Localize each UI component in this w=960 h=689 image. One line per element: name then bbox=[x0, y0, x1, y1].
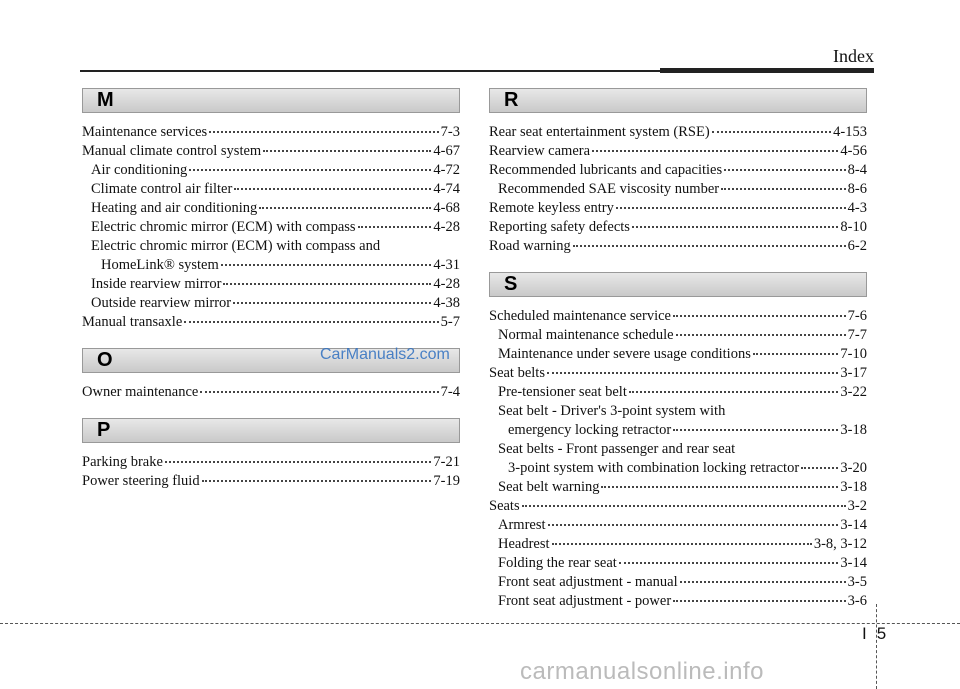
entry-page: 3-20 bbox=[840, 460, 867, 476]
entry-page: 7-3 bbox=[440, 124, 460, 140]
index-entry bbox=[489, 478, 867, 497]
entry-text: Owner maintenance bbox=[82, 384, 199, 400]
entry-text: Remote keyless entry bbox=[489, 200, 614, 216]
right-column bbox=[489, 88, 867, 611]
entry-text: Headrest bbox=[498, 536, 550, 552]
index-entry bbox=[82, 294, 460, 313]
entry-text: Seat belt warning bbox=[498, 479, 600, 495]
entry-page: 4-28 bbox=[433, 276, 460, 292]
section-header-r bbox=[489, 88, 867, 113]
entry-text: Recommended lubricants and capacities bbox=[489, 162, 723, 178]
header-rule-accent bbox=[660, 68, 874, 73]
entry-text: Armrest bbox=[498, 517, 546, 533]
entry-page: 8-6 bbox=[847, 181, 867, 197]
site-watermark: carmanualsonline.info bbox=[520, 658, 764, 685]
index-entry bbox=[489, 573, 867, 592]
entry-page: 7-19 bbox=[433, 473, 460, 489]
index-entry bbox=[489, 497, 867, 516]
entry-page: 3-5 bbox=[847, 574, 867, 590]
index-entry bbox=[82, 218, 460, 237]
entry-text-continued: 3-point system with combination locking retractor bbox=[508, 460, 800, 476]
entry-text: Seats bbox=[489, 498, 520, 514]
index-entry bbox=[489, 123, 867, 142]
section-o-entries bbox=[82, 383, 460, 402]
index-entry bbox=[82, 199, 460, 218]
index-entry bbox=[82, 123, 460, 142]
index-entry bbox=[489, 402, 867, 440]
entry-text: Inside rearview mirror bbox=[91, 276, 222, 292]
entry-text: Seat belt - Driver's 3-point system with bbox=[498, 403, 726, 419]
section-letter: P bbox=[97, 419, 111, 441]
index-entry bbox=[82, 453, 460, 472]
entry-page: 3-22 bbox=[840, 384, 867, 400]
index-entry bbox=[82, 180, 460, 199]
index-entry bbox=[82, 472, 460, 491]
entry-text: Road warning bbox=[489, 238, 571, 254]
entry-text: Scheduled maintenance service bbox=[489, 308, 671, 324]
index-entry bbox=[489, 383, 867, 402]
entry-text: Manual climate control system bbox=[82, 143, 262, 159]
page-label: 5 bbox=[876, 624, 887, 643]
entry-text: Rearview camera bbox=[489, 143, 591, 159]
index-entry bbox=[82, 161, 460, 180]
entry-page: 3-17 bbox=[840, 365, 867, 381]
left-column bbox=[82, 88, 460, 491]
footer-divider bbox=[876, 604, 877, 689]
entry-text: Pre-tensioner seat belt bbox=[498, 384, 627, 400]
entry-text: Front seat adjustment - manual bbox=[498, 574, 678, 590]
entry-text: Manual transaxle bbox=[82, 314, 183, 330]
section-header-p bbox=[82, 418, 460, 443]
entry-text: Normal maintenance schedule bbox=[498, 327, 674, 343]
section-letter: O bbox=[97, 349, 113, 371]
page-number bbox=[862, 624, 896, 644]
entry-page: 7-10 bbox=[840, 346, 867, 362]
entry-page: 4-74 bbox=[433, 181, 460, 197]
entry-text: Air conditioning bbox=[91, 162, 188, 178]
entry-text: Seat belts - Front passenger and rear seat bbox=[498, 441, 736, 457]
index-entry bbox=[489, 307, 867, 326]
index-entry bbox=[489, 535, 867, 554]
entry-page: 4-28 bbox=[433, 219, 460, 235]
section-letter: R bbox=[504, 89, 519, 111]
entry-page: 7-6 bbox=[847, 308, 867, 324]
entry-text-continued: HomeLink® system bbox=[101, 257, 219, 273]
entry-page: 3-6 bbox=[847, 593, 867, 609]
entry-page: 4-56 bbox=[840, 143, 867, 159]
entry-page: 3-8, 3-12 bbox=[813, 536, 867, 552]
section-s-entries bbox=[489, 307, 867, 611]
entry-text: Rear seat entertainment system (RSE) bbox=[489, 124, 710, 140]
section-header-s bbox=[489, 272, 867, 297]
index-entry bbox=[82, 142, 460, 161]
watermark: CarManuals2.com bbox=[320, 346, 450, 363]
index-entry bbox=[489, 326, 867, 345]
index-entry bbox=[489, 592, 867, 611]
index-entry bbox=[489, 180, 867, 199]
index-entry bbox=[489, 237, 867, 256]
page-title: Index bbox=[833, 46, 874, 66]
entry-text-continued: emergency locking retractor bbox=[508, 422, 672, 438]
index-entry bbox=[82, 313, 460, 332]
entry-text: Folding the rear seat bbox=[498, 555, 617, 571]
entry-page: 3-14 bbox=[840, 555, 867, 571]
chapter-label: I bbox=[862, 624, 867, 643]
index-entry bbox=[82, 237, 460, 275]
entry-text: Maintenance services bbox=[82, 124, 208, 140]
entry-page: 4-68 bbox=[433, 200, 460, 216]
entry-page: 3-2 bbox=[847, 498, 867, 514]
index-entry bbox=[489, 218, 867, 237]
entry-text: Front seat adjustment - power bbox=[498, 593, 672, 609]
index-entry bbox=[82, 275, 460, 294]
index-entry bbox=[489, 345, 867, 364]
index-entry bbox=[489, 554, 867, 573]
index-entry bbox=[489, 161, 867, 180]
section-letter: M bbox=[97, 89, 114, 111]
entry-text: Electric chromic mirror (ECM) with compass and bbox=[91, 238, 381, 254]
footer-rule bbox=[0, 623, 960, 624]
section-letter: S bbox=[504, 273, 518, 295]
entry-page: 8-4 bbox=[847, 162, 867, 178]
entry-page: 4-31 bbox=[433, 257, 460, 273]
entry-page: 8-10 bbox=[840, 219, 867, 235]
index-entry bbox=[489, 199, 867, 218]
entry-page: 7-4 bbox=[440, 384, 460, 400]
entry-page: 3-14 bbox=[840, 517, 867, 533]
entry-page: 3-18 bbox=[840, 422, 867, 438]
section-p-entries bbox=[82, 453, 460, 491]
entry-text: Maintenance under severe usage conditions bbox=[498, 346, 751, 362]
section-header-m bbox=[82, 88, 460, 113]
entry-page: 4-67 bbox=[433, 143, 460, 159]
index-entry bbox=[489, 440, 867, 478]
entry-text: Climate control air filter bbox=[91, 181, 233, 197]
section-m-entries bbox=[82, 123, 460, 332]
index-entry bbox=[489, 364, 867, 383]
index-entry bbox=[489, 516, 867, 535]
entry-text: Outside rearview mirror bbox=[91, 295, 232, 311]
entry-page: 7-21 bbox=[433, 454, 460, 470]
entry-page: 7-7 bbox=[847, 327, 867, 343]
entry-page: 4-3 bbox=[847, 200, 867, 216]
entry-text: Electric chromic mirror (ECM) with compass bbox=[91, 219, 356, 235]
entry-page: 3-18 bbox=[840, 479, 867, 495]
index-entry bbox=[489, 142, 867, 161]
entry-text: Seat belts bbox=[489, 365, 545, 381]
entry-text: Power steering fluid bbox=[82, 473, 200, 489]
entry-text: Recommended SAE viscosity number bbox=[498, 181, 720, 197]
entry-page: 6-2 bbox=[847, 238, 867, 254]
entry-page: 5-7 bbox=[440, 314, 460, 330]
entry-page: 4-153 bbox=[833, 124, 867, 140]
entry-text: Reporting safety defects bbox=[489, 219, 630, 235]
index-entry bbox=[82, 383, 460, 402]
entry-page: 4-72 bbox=[433, 162, 460, 178]
section-r-entries bbox=[489, 123, 867, 256]
entry-text: Heating and air conditioning bbox=[91, 200, 258, 216]
entry-text: Parking brake bbox=[82, 454, 163, 470]
entry-page: 4-38 bbox=[433, 295, 460, 311]
